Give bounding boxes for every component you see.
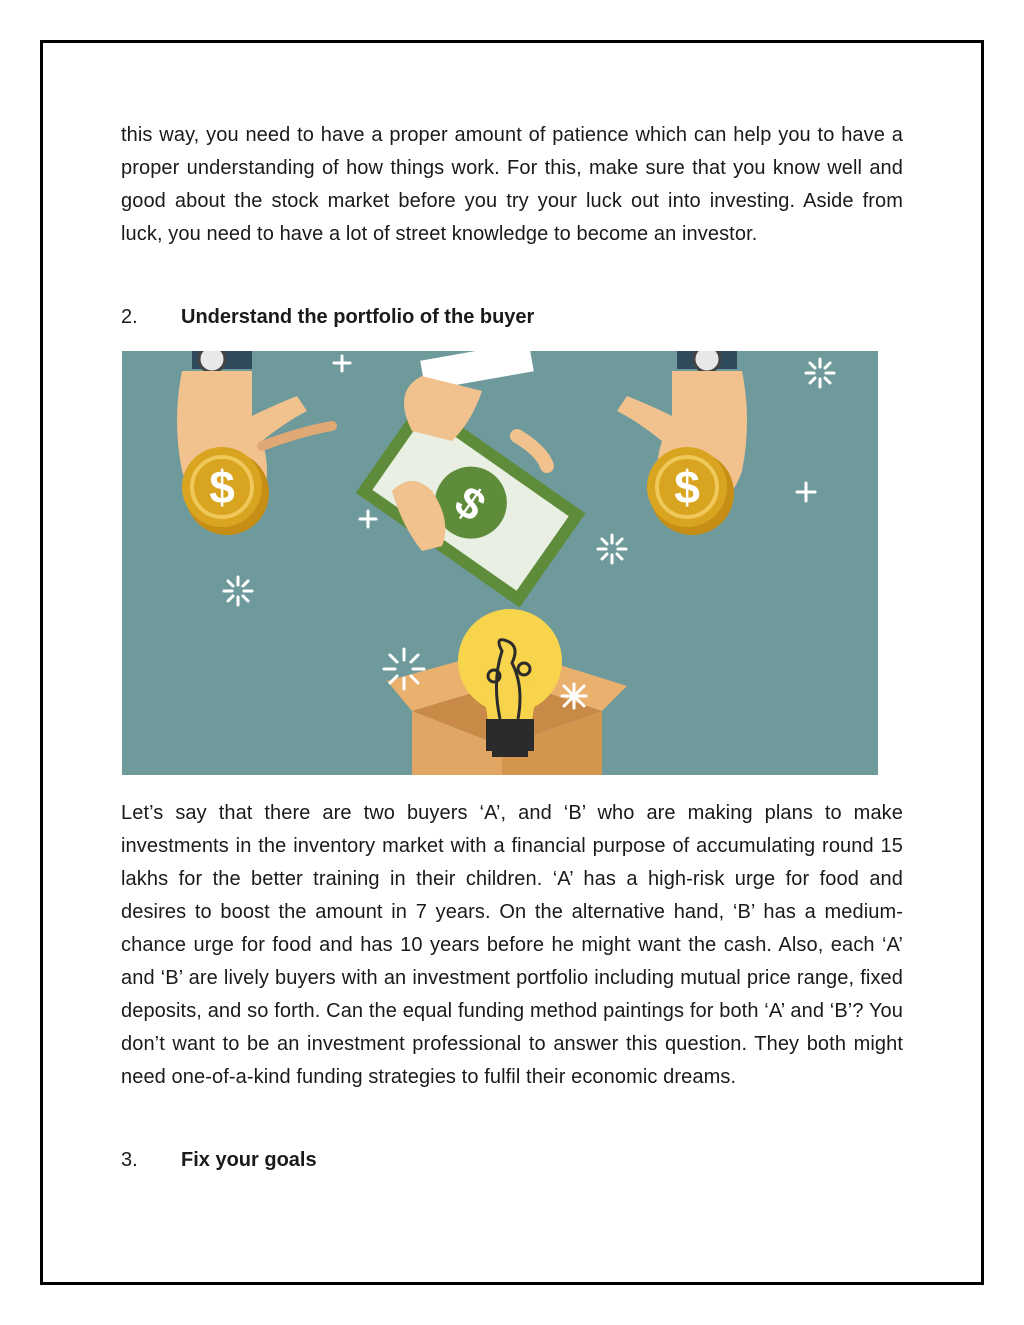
section-title: Understand the portfolio of the buyer: [181, 306, 535, 328]
section-number: 2.: [121, 306, 138, 328]
section-heading-2: [121, 303, 534, 331]
coin-symbol: $: [209, 461, 235, 513]
banknote-symbol: $: [445, 476, 495, 531]
coin-symbol: $: [674, 461, 700, 513]
section-number: 3.: [121, 1149, 138, 1171]
body-paragraph-2: Let’s say that there are two buyers ‘A’, and ‘B’ who are making plans to make investments in the inventory market with a financial purpose of accumulating round 15 lakhs for the better training in their children. ‘A’ has a high-risk urge for food and desires to boost the amount in 7 years. On the alternative hand, ‘B’ has a medium-chance urge for food and has 10 years before he might want the cash. Also, each ‘A’ and ‘B’ are lively buyers with an investment portfolio including mutual price range, fixed deposits, and so forth. Can the equal funding method paintings for both ‘A’ and ‘B’? You don’t want to be an investment professional to answer this question. They both might need one-of-a-kind funding strategies to fulfil their economic dreams.: [121, 802, 903, 1088]
body-paragraph-1: this way, you need to have a proper amount of patience which can help you to have a proper understanding of how things work. For this, make sure that you know well and good about the stock market before you try your luck out into investing. Aside from luck, you need to have a lot of street knowledge to become an investor.: [121, 124, 903, 245]
investment-illustration: [122, 351, 878, 775]
section-heading-3: [121, 1146, 317, 1174]
section-title: Fix your goals: [181, 1149, 317, 1171]
